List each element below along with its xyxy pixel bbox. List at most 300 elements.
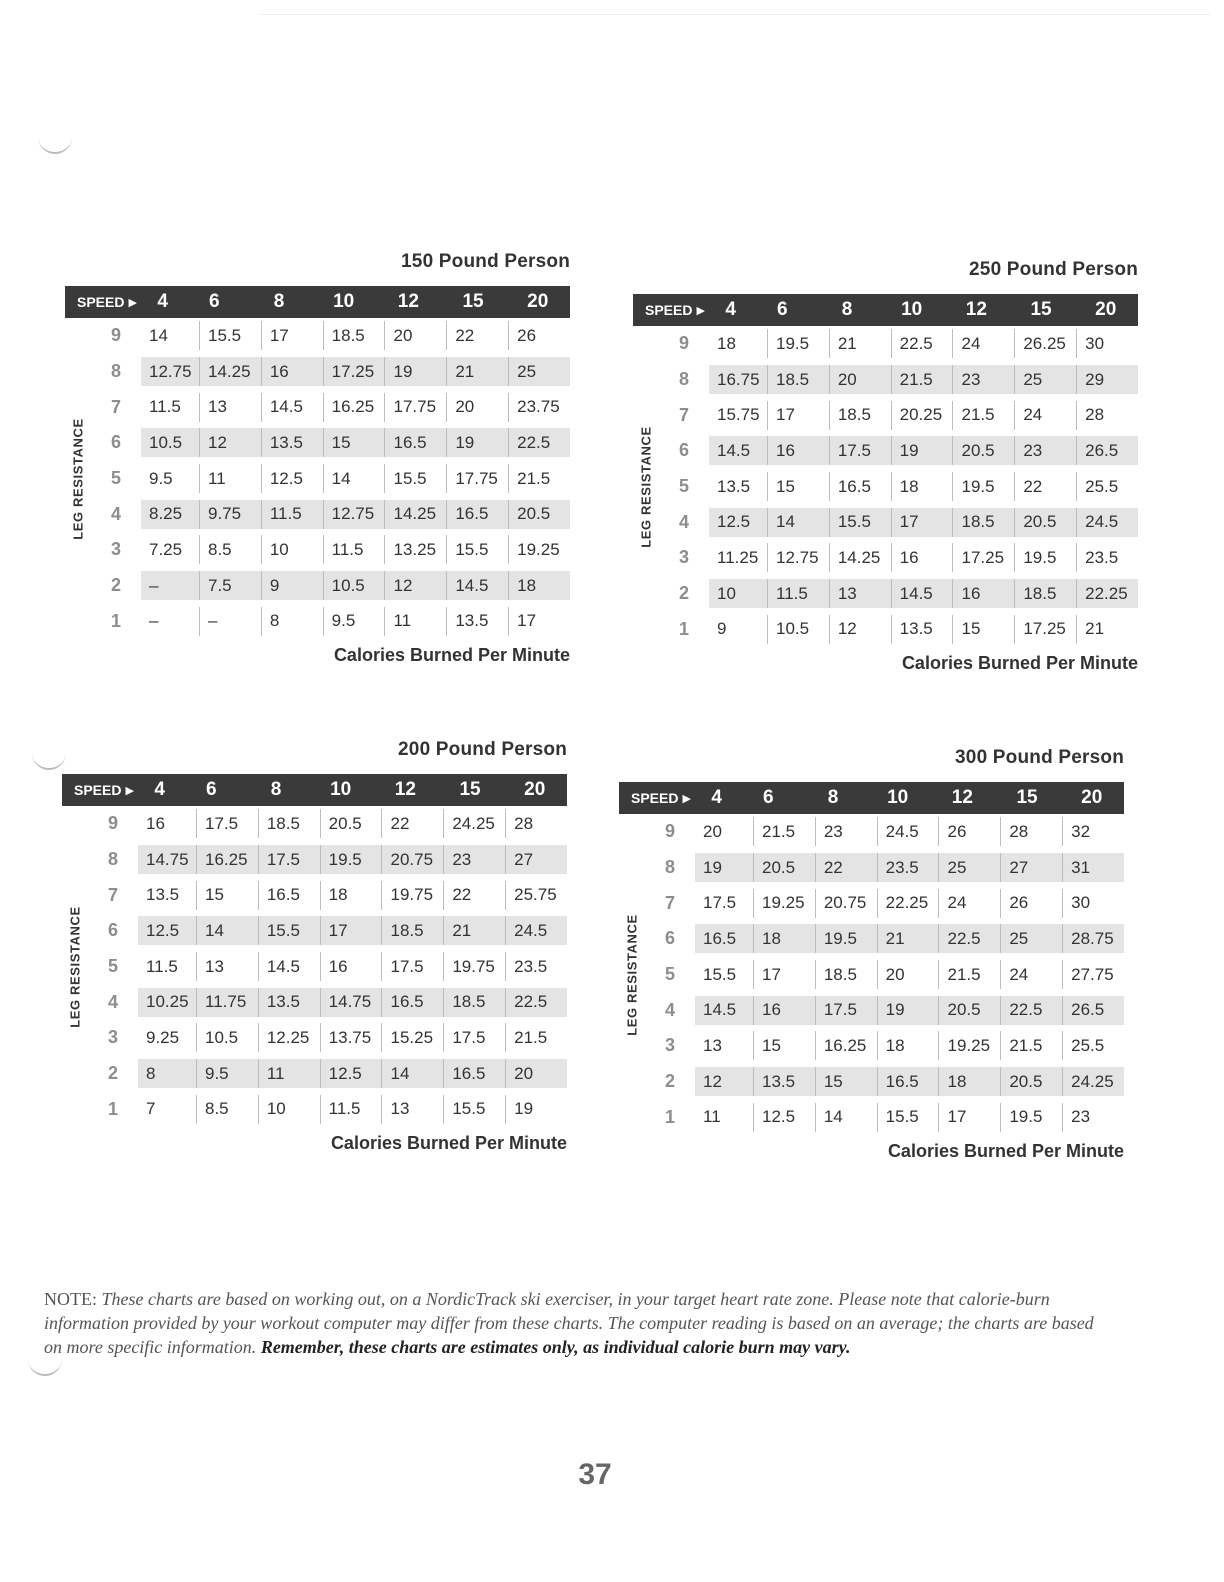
resistance-level: 8 xyxy=(664,857,675,878)
resistance-level: 3 xyxy=(110,539,121,560)
speed-value: 6 xyxy=(777,299,788,320)
table-cell: 14.5 xyxy=(891,579,953,608)
table-cell: 30 xyxy=(1062,889,1124,918)
table-row xyxy=(645,957,1124,993)
table-cell: 14 xyxy=(381,1059,443,1088)
row-cells xyxy=(138,952,567,981)
table-cell: 15 xyxy=(767,472,829,501)
leg-resistance-axis xyxy=(633,326,659,647)
row-cells xyxy=(695,1031,1124,1060)
table-cell: 12 xyxy=(384,571,446,600)
table-row xyxy=(88,1020,567,1056)
table-cell: 27 xyxy=(505,845,567,874)
table-cell: 19.75 xyxy=(381,881,443,910)
resistance-level: 3 xyxy=(664,1035,675,1056)
speed-label-group xyxy=(631,790,691,806)
table-cell: 24 xyxy=(952,329,1014,358)
table-row xyxy=(645,885,1124,921)
speed-value: 10 xyxy=(887,787,909,808)
table-cell: 21.5 xyxy=(891,365,953,394)
table-cell: 16 xyxy=(767,436,829,465)
table-cell: 21.5 xyxy=(952,401,1014,430)
table-cell: 22.5 xyxy=(938,924,1000,953)
row-cells xyxy=(138,881,567,910)
row-cells xyxy=(141,607,570,636)
table-cell: 11.5 xyxy=(149,397,181,417)
calorie-chart-150 xyxy=(65,248,570,666)
table-row xyxy=(88,913,567,949)
note-emphasis: Remember, these charts are estimates only, as individual calorie burn may vary. xyxy=(260,1337,851,1357)
table-cell: 16.5 xyxy=(703,928,737,948)
table-cell: 15.5 xyxy=(829,508,891,537)
table-cell: 21 xyxy=(877,924,939,953)
table-row xyxy=(91,425,570,461)
table-row xyxy=(88,1056,567,1092)
table-cell: 13.5 xyxy=(753,1067,815,1096)
speed-arrow-icon: ▶ xyxy=(125,784,134,797)
row-cells xyxy=(141,393,570,422)
resistance-level: 5 xyxy=(110,468,121,489)
table-cell: 26 xyxy=(1000,889,1062,918)
table-cell: 20.5 xyxy=(1014,508,1076,537)
table-cell: 11 xyxy=(199,464,261,493)
speed-header-row xyxy=(619,782,1124,814)
table-cell: 18.5 xyxy=(381,916,443,945)
table-row xyxy=(91,461,570,497)
row-cells xyxy=(709,365,1138,394)
table-cell: 11 xyxy=(384,607,446,636)
table-cell: 21.5 xyxy=(753,817,815,846)
table-cell: 15 xyxy=(323,428,385,457)
table-cell: 12.5 xyxy=(261,464,323,493)
speed-value: 20 xyxy=(1095,299,1117,320)
row-cells xyxy=(695,853,1124,882)
table-cell: 7.5 xyxy=(199,571,261,600)
table-cell: 17.5 xyxy=(815,996,877,1025)
table-cell: 13 xyxy=(703,1035,722,1055)
table-cell: 22 xyxy=(381,809,443,838)
table-cell: 10.5 xyxy=(196,1023,258,1052)
table-cell: 13 xyxy=(196,952,258,981)
table-row xyxy=(91,604,570,640)
table-cell: – xyxy=(149,575,159,595)
leg-resistance-axis xyxy=(65,318,91,639)
table-cell: 24.5 xyxy=(877,817,939,846)
table-cell: 13.5 xyxy=(261,428,323,457)
table-cell: 19.5 xyxy=(767,329,829,358)
row-cells xyxy=(141,535,570,564)
table-body xyxy=(633,326,1138,647)
table-cell: 21 xyxy=(446,357,508,386)
table-cell: 18.5 xyxy=(1014,579,1076,608)
table-cell: 19.25 xyxy=(508,535,570,564)
calorie-chart-200 xyxy=(62,736,567,1154)
table-row xyxy=(88,984,567,1020)
row-cells xyxy=(709,508,1138,537)
row-cells xyxy=(709,472,1138,501)
table-cell: 15.5 xyxy=(443,1095,505,1124)
table-cell: 17.75 xyxy=(384,393,446,422)
table-cell: 13.5 xyxy=(146,885,180,905)
speed-arrow-icon: ▶ xyxy=(682,792,691,805)
table-cell: 16.75 xyxy=(717,369,760,389)
table-cell: 19 xyxy=(891,436,953,465)
speed-label-group xyxy=(645,302,705,318)
table-row xyxy=(645,1028,1124,1064)
table-cell: 22 xyxy=(446,321,508,350)
chart-title: 250 Pound Person xyxy=(969,259,1138,280)
axis-label: LEG RESISTANCE xyxy=(67,905,83,1028)
speed-header-cell xyxy=(633,299,750,321)
row-cells xyxy=(141,428,570,457)
table-cell: 20.5 xyxy=(508,500,570,529)
table-cell: 12.5 xyxy=(717,512,751,532)
speed-value: 15 xyxy=(462,291,484,312)
table-cell: 12 xyxy=(829,615,891,644)
table-cell: 17.5 xyxy=(381,952,443,981)
speed-value: 20 xyxy=(524,779,546,800)
table-cell: 16 xyxy=(891,543,953,572)
chart-footer: Calories Burned Per Minute xyxy=(333,645,570,666)
table-cell: 21 xyxy=(443,916,505,945)
table-cell: 20.75 xyxy=(381,845,443,874)
resistance-level: 4 xyxy=(110,503,121,524)
table-cell: 15.5 xyxy=(703,964,737,984)
row-cells xyxy=(141,464,570,493)
table-cell: 13.5 xyxy=(717,476,751,496)
table-cell: 11.5 xyxy=(767,579,829,608)
table-cell: 13.25 xyxy=(384,535,446,564)
speed-value: 4 xyxy=(711,787,722,808)
table-cell: 16 xyxy=(261,357,323,386)
table-cell: 15 xyxy=(952,615,1014,644)
table-cell: 11 xyxy=(258,1059,320,1088)
table-cell: 20 xyxy=(829,365,891,394)
table-cell: 9 xyxy=(261,571,323,600)
table-cell: 18 xyxy=(753,924,815,953)
table-cell: 10.5 xyxy=(149,432,183,452)
resistance-level: 8 xyxy=(107,849,118,870)
speed-value: 6 xyxy=(763,787,774,808)
chart-footer: Calories Burned Per Minute xyxy=(330,1133,567,1154)
resistance-level: 5 xyxy=(664,964,675,985)
table-cell: 29 xyxy=(1076,365,1138,394)
resistance-level: 9 xyxy=(107,813,118,834)
table-cell: 17.5 xyxy=(258,845,320,874)
page-number: 37 xyxy=(578,1458,612,1491)
row-cells xyxy=(141,321,570,350)
row-cells xyxy=(141,500,570,529)
table-cell: 9.75 xyxy=(199,500,261,529)
resistance-level: 2 xyxy=(678,583,689,604)
table-cell: 20 xyxy=(877,960,939,989)
top-edge-line xyxy=(260,14,1210,15)
resistance-level: 4 xyxy=(664,999,675,1020)
table-cell: 23 xyxy=(952,365,1014,394)
table-cell: 20 xyxy=(384,321,446,350)
table-cell: 24.25 xyxy=(443,809,505,838)
table-cell: 16.5 xyxy=(877,1067,939,1096)
table-cell: 22 xyxy=(443,881,505,910)
axis-label: LEG RESISTANCE xyxy=(638,425,654,548)
resistance-level: 9 xyxy=(664,821,675,842)
table-cell: 21.5 xyxy=(1000,1031,1062,1060)
table-row xyxy=(645,921,1124,957)
table-cell: 11.75 xyxy=(196,988,258,1017)
table-body xyxy=(62,806,567,1127)
speed-header-cell xyxy=(619,787,736,809)
table-cell: 15.25 xyxy=(381,1023,443,1052)
table-cell: 24.5 xyxy=(505,916,567,945)
row-cells xyxy=(709,543,1138,572)
table-cell: 17.25 xyxy=(1014,615,1076,644)
table-cell: 18.5 xyxy=(952,508,1014,537)
table-cell: 9.5 xyxy=(149,468,173,488)
table-cell: 10.25 xyxy=(146,992,189,1012)
table-cell: 20.5 xyxy=(952,436,1014,465)
speed-value: 8 xyxy=(270,779,282,800)
resistance-level: 2 xyxy=(110,575,121,596)
table-cell: 18.5 xyxy=(323,321,385,350)
table-cell: 17.5 xyxy=(829,436,891,465)
table-cell: 16.25 xyxy=(323,393,385,422)
table-cell: 13 xyxy=(381,1095,443,1124)
table-rows xyxy=(659,326,1138,647)
table-cell: 28 xyxy=(1076,401,1138,430)
table-cell: 23.5 xyxy=(1076,543,1138,572)
table-cell: 17.25 xyxy=(323,357,385,386)
table-cell: 19.25 xyxy=(938,1031,1000,1060)
table-cell: 25 xyxy=(508,357,570,386)
table-row xyxy=(88,1092,567,1128)
table-cell: 18 xyxy=(508,571,570,600)
note-lead: NOTE: xyxy=(44,1289,97,1309)
table-cell: 12.75 xyxy=(323,500,385,529)
table-cell: 25.5 xyxy=(1062,1031,1124,1060)
table-cell: 22.5 xyxy=(1000,996,1062,1025)
table-row xyxy=(88,877,567,913)
speed-label: SPEED xyxy=(645,302,693,318)
table-cell: 19.5 xyxy=(1014,543,1076,572)
table-row xyxy=(91,568,570,604)
table-cell: 19.5 xyxy=(320,845,382,874)
speed-label-group xyxy=(77,294,137,310)
table-cell: 20.5 xyxy=(938,996,1000,1025)
table-cell: 31 xyxy=(1062,853,1124,882)
speed-value: 15 xyxy=(459,779,481,800)
table-cell: 14 xyxy=(767,508,829,537)
table-cell: 20.25 xyxy=(891,401,953,430)
table-cell: 7.25 xyxy=(149,539,183,559)
table-cell: 9 xyxy=(717,619,727,639)
resistance-level: 1 xyxy=(107,1098,118,1119)
speed-value: 15 xyxy=(1030,299,1052,320)
table-cell: 25.5 xyxy=(1076,472,1138,501)
table-cell: – xyxy=(149,611,159,631)
speed-value: 12 xyxy=(397,291,419,312)
speed-value: 20 xyxy=(527,291,549,312)
row-cells xyxy=(695,817,1124,846)
table-row xyxy=(645,1064,1124,1100)
row-cells xyxy=(141,357,570,386)
table-rows xyxy=(91,318,570,639)
table-cell: 11.5 xyxy=(320,1095,382,1124)
table-row xyxy=(659,362,1138,398)
table-cell: 14 xyxy=(149,325,168,345)
speed-value: 8 xyxy=(841,299,853,320)
table-cell: 15 xyxy=(753,1031,815,1060)
table-cell: 11 xyxy=(703,1107,721,1127)
table-cell: 18 xyxy=(891,472,953,501)
table-cell: 8.5 xyxy=(196,1095,258,1124)
table-cell: 16.5 xyxy=(446,500,508,529)
table-cell: 12.5 xyxy=(320,1059,382,1088)
table-cell: 17 xyxy=(508,607,570,636)
row-cells xyxy=(709,436,1138,465)
table-row xyxy=(659,326,1138,362)
row-cells xyxy=(141,571,570,600)
table-cell: 27 xyxy=(1000,853,1062,882)
table-cell: 21 xyxy=(1076,615,1138,644)
table-cell: 12.5 xyxy=(753,1103,815,1132)
table-cell: 28 xyxy=(1000,817,1062,846)
table-cell: 17.5 xyxy=(703,893,737,913)
table-cell: 19 xyxy=(877,996,939,1025)
table-cell: 15.75 xyxy=(717,405,760,425)
table-cell: 21.5 xyxy=(938,960,1000,989)
table-cell: 19 xyxy=(384,357,446,386)
row-cells xyxy=(695,996,1124,1025)
table-cell: 19.75 xyxy=(443,952,505,981)
table-cell: 23.75 xyxy=(508,393,570,422)
table-cell: 16.5 xyxy=(384,428,446,457)
table-cell: 16.25 xyxy=(196,845,258,874)
table-cell: 22 xyxy=(1014,472,1076,501)
resistance-level: 6 xyxy=(107,920,118,941)
table-cell: 30 xyxy=(1076,329,1138,358)
table-cell: 22.25 xyxy=(1076,579,1138,608)
speed-value: 8 xyxy=(273,291,285,312)
table-row xyxy=(659,576,1138,612)
speed-label: SPEED xyxy=(631,790,679,806)
table-row xyxy=(91,318,570,354)
table-cell: 14.5 xyxy=(261,393,323,422)
table-cell: 14.5 xyxy=(703,1000,737,1020)
table-cell: – xyxy=(199,607,261,636)
resistance-level: 9 xyxy=(110,325,121,346)
table-cell: 22.25 xyxy=(877,889,939,918)
resistance-level: 1 xyxy=(110,610,121,631)
table-row xyxy=(659,469,1138,505)
row-cells xyxy=(709,401,1138,430)
table-cell: 12.25 xyxy=(258,1023,320,1052)
table-cell: 7 xyxy=(146,1099,156,1119)
table-cell: 16.5 xyxy=(258,881,320,910)
speed-value: 12 xyxy=(965,299,987,320)
row-cells xyxy=(709,615,1138,644)
chart-title: 150 Pound Person xyxy=(401,251,570,272)
speed-value: 8 xyxy=(827,787,839,808)
table-cell: 20.75 xyxy=(815,889,877,918)
table-cell: 20 xyxy=(703,821,722,841)
table-cell: 21 xyxy=(829,329,891,358)
table-row xyxy=(659,540,1138,576)
table-cell: 18.5 xyxy=(815,960,877,989)
table-row xyxy=(88,949,567,985)
table-cell: 22.5 xyxy=(505,988,567,1017)
resistance-level: 3 xyxy=(107,1027,118,1048)
table-cell: 11.25 xyxy=(717,547,759,567)
resistance-level: 7 xyxy=(664,892,675,913)
table-cell: 16 xyxy=(320,952,382,981)
table-cell: 8 xyxy=(146,1063,156,1083)
speed-arrow-icon: ▶ xyxy=(696,304,705,317)
speed-label: SPEED xyxy=(77,294,125,310)
table-cell: 28 xyxy=(505,809,567,838)
table-body xyxy=(65,318,570,639)
speed-value: 6 xyxy=(206,779,217,800)
table-row xyxy=(88,842,567,878)
table-row xyxy=(91,532,570,568)
table-cell: 20.5 xyxy=(753,853,815,882)
note-body: These charts are based on working out, on a NordicTrack ski exerciser, in your target heart rate zone. Please note that calorie-burn information provided by your workout computer may differ from these charts. The computer reading is based on an average; the charts are based on more specific information. xyxy=(44,1289,1094,1357)
table-cell: 16.5 xyxy=(829,472,891,501)
resistance-level: 9 xyxy=(678,333,689,354)
table-cell: 27.75 xyxy=(1062,960,1124,989)
table-cell: 18 xyxy=(877,1031,939,1060)
table-cell: 16 xyxy=(753,996,815,1025)
speed-label: SPEED xyxy=(74,782,122,798)
table-cell: 22 xyxy=(815,853,877,882)
table-cell: 23 xyxy=(815,817,877,846)
table-row xyxy=(645,850,1124,886)
row-cells xyxy=(138,845,567,874)
speed-value: 10 xyxy=(901,299,923,320)
table-cell: 16.25 xyxy=(815,1031,877,1060)
table-rows xyxy=(88,806,567,1127)
table-cell: 12.75 xyxy=(149,361,192,381)
resistance-level: 1 xyxy=(664,1106,675,1127)
table-cell: 20.5 xyxy=(320,809,382,838)
table-row xyxy=(91,389,570,425)
resistance-level: 5 xyxy=(107,956,118,977)
table-row xyxy=(645,1100,1124,1136)
table-cell: 23 xyxy=(1014,436,1076,465)
table-cell: 16.5 xyxy=(381,988,443,1017)
table-cell: 24 xyxy=(1014,401,1076,430)
table-cell: 15 xyxy=(815,1067,877,1096)
table-cell: 21.5 xyxy=(505,1023,567,1052)
table-row xyxy=(88,806,567,842)
speed-value: 15 xyxy=(1016,787,1038,808)
speed-value: 4 xyxy=(157,291,168,312)
table-cell: 11.5 xyxy=(146,956,178,976)
table-cell: 14 xyxy=(323,464,385,493)
table-cell: 11.5 xyxy=(261,500,323,529)
speed-header-row xyxy=(633,294,1138,326)
table-cell: 14.25 xyxy=(829,543,891,572)
table-cell: 28.75 xyxy=(1062,924,1124,953)
row-cells xyxy=(695,960,1124,989)
resistance-level: 6 xyxy=(110,432,121,453)
table-cell: 23 xyxy=(443,845,505,874)
table-cell: 19 xyxy=(505,1095,567,1124)
table-cell: 15.5 xyxy=(877,1103,939,1132)
calorie-chart-250 xyxy=(633,256,1138,674)
table-cell: 20 xyxy=(505,1059,567,1088)
table-cell: 9.5 xyxy=(323,607,385,636)
table-rows xyxy=(645,814,1124,1135)
